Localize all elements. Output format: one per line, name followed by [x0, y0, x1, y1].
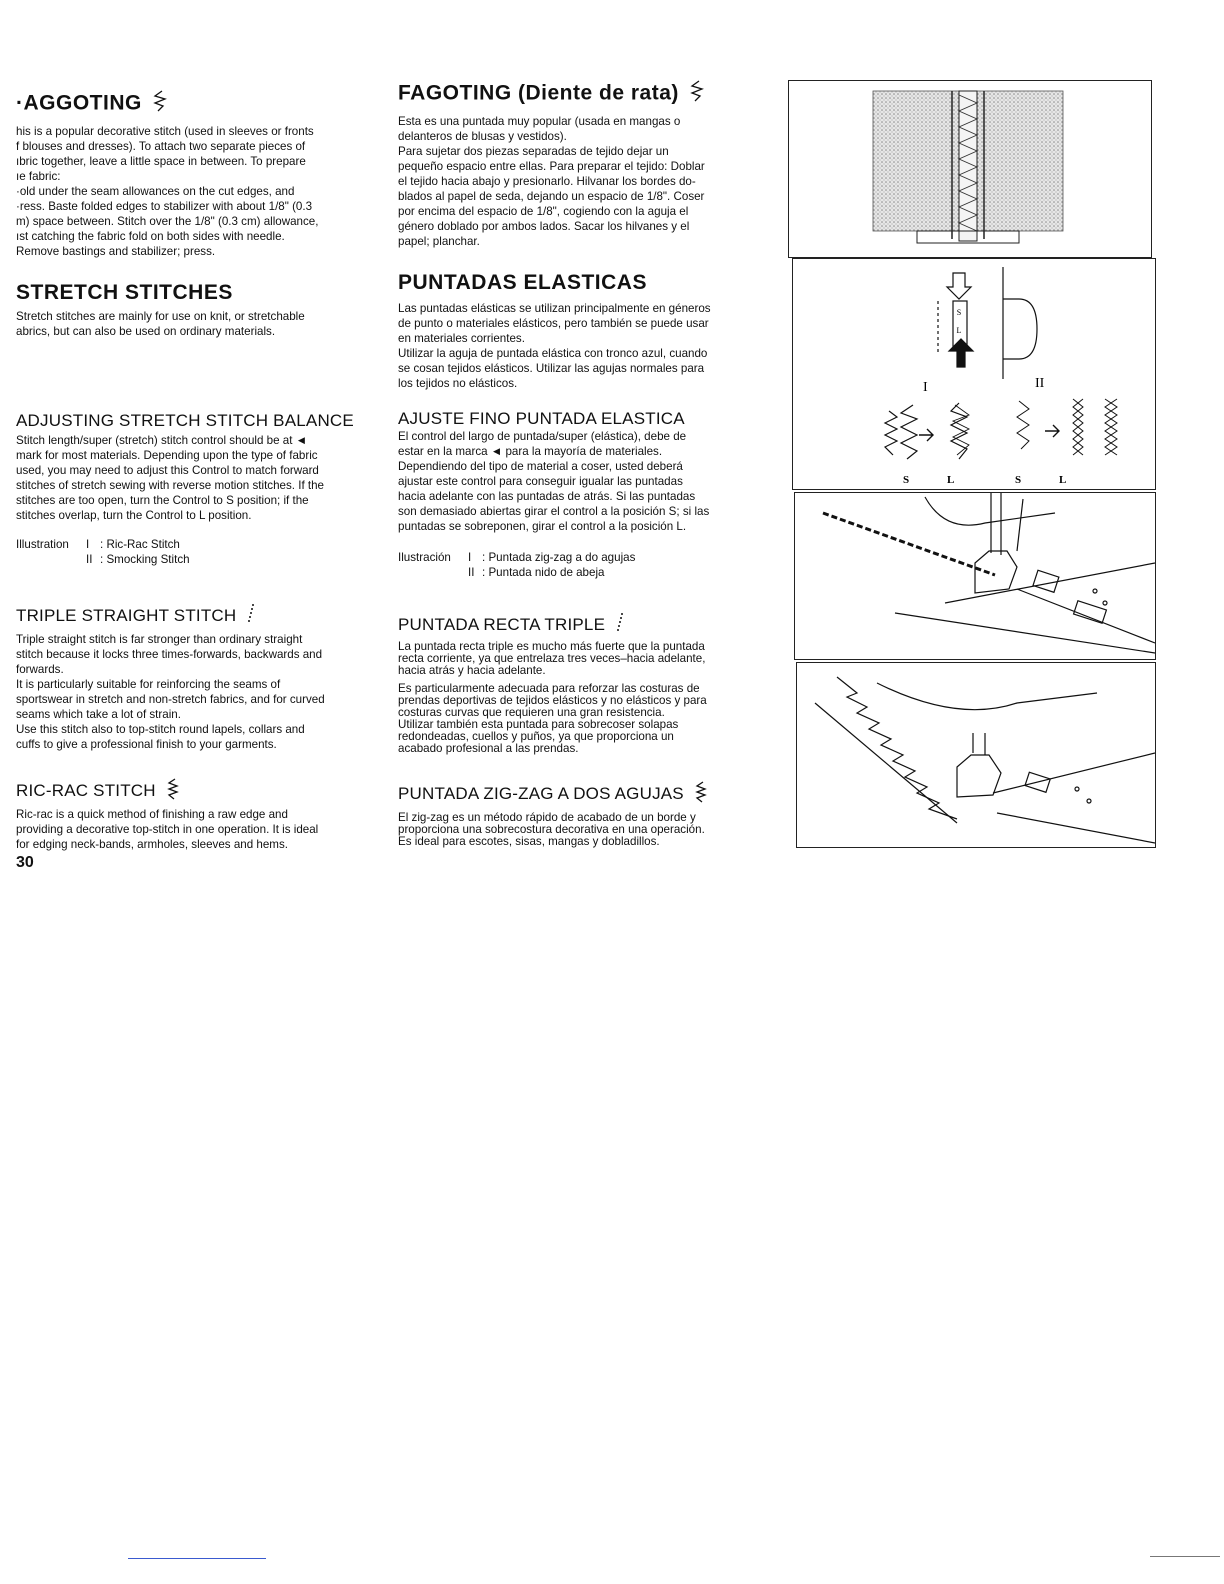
- text-line: El control del largo de puntada/super (elástica), debe de: [398, 430, 687, 443]
- text-line: son demasiado abiertas girar el control a la posición S; si las: [398, 505, 710, 518]
- text-line: ·ress. Baste folded edges to stabilizer with about 1/8" (0.3: [16, 200, 313, 213]
- text-line: Stretch stitches are mainly for use on knit, or stretchable: [16, 310, 305, 323]
- elasticas-title: PUNTADAS ELASTICAS: [398, 271, 647, 294]
- triple-title: TRIPLE STRAIGHT STITCH: [16, 605, 237, 625]
- balance-title: ADJUSTING STRETCH STITCH BALANCE: [16, 411, 354, 430]
- faggoting-body: [16, 124, 378, 259]
- text-line: his is a popular decorative stitch (used in sleeves or fronts: [16, 125, 314, 138]
- text-line: abrics, but can also be used on ordinary materials.: [16, 325, 276, 338]
- bottom-rule-right: [1150, 1556, 1220, 1557]
- text-line: por encima del espacio de 1/8", cogiendo con la aguja el: [398, 205, 689, 218]
- text-line: los tejidos no elásticos.: [398, 377, 518, 390]
- elasticas-section: [398, 271, 762, 391]
- text-line: Dependiendo del tipo de material a coser, usted deberá: [398, 460, 683, 473]
- fagoting-title: FAGOTING (Diente de rata): [398, 81, 679, 105]
- text-line: género doblado por ambos lados. Sacar los hilvanes y el: [398, 220, 690, 233]
- balance-adjust-figure: [792, 258, 1156, 490]
- ricrac-stitch-samples: [885, 403, 969, 459]
- text-line: forwards.: [16, 663, 64, 676]
- text-line: puntadas se sobreponen, girar el control a la posición L.: [398, 520, 687, 533]
- illustration-label: Ilustración: [398, 551, 451, 564]
- fagoting-section: [398, 80, 762, 249]
- text-line: delanteros de blusas y vestidos).: [398, 130, 567, 143]
- dial-s-label: S: [956, 308, 962, 317]
- legend-numeral: I: [86, 538, 90, 551]
- s-label-2: S: [1015, 474, 1022, 486]
- illustration-legend: [16, 537, 378, 567]
- text-line: el tejido hacia abajo y presionarlo. Hilvanar los bordes do-: [398, 175, 696, 188]
- ricrac-stitch-icon: [166, 778, 180, 805]
- text-line: Triple straight stitch is far stronger than ordinary straight: [16, 633, 303, 646]
- text-line: redondeadas, cuellos y puños, ya que proporciona un: [398, 730, 674, 743]
- text-line: Para sujetar dos piezas separadas de tejido dejar un: [398, 145, 669, 158]
- text-line: ·old under the seam allowances on the cut edges, and: [16, 185, 295, 198]
- text-line: estar en la marca ◄ para la mayoría de materiales.: [398, 445, 663, 458]
- recta-title: PUNTADA RECTA TRIPLE: [398, 614, 606, 634]
- s-label-1: S: [903, 474, 910, 486]
- faggoting-stitch-icon: [152, 90, 168, 118]
- text-line: Ric-rac is a quick method of finishing a raw edge and: [16, 808, 288, 821]
- text-line: papel; planchar.: [398, 235, 480, 248]
- text-line: sportswear in stretch and non-stretch fabrics, and for curved: [16, 693, 325, 706]
- ricrac-foot-illustration: [797, 663, 1155, 847]
- text-line: proporciona una sobrecostura decorativa en una operación.: [398, 823, 705, 836]
- stretch-section: [16, 281, 378, 339]
- bottom-rule-left: [128, 1558, 266, 1559]
- stitch-dial-icon: [938, 267, 1037, 379]
- legend-text: : Ric-Rac Stitch: [100, 538, 180, 551]
- text-line: acabado profesional a las prendas.: [398, 742, 579, 755]
- text-line: en materiales corrientes.: [398, 332, 525, 345]
- text-line: providing a decorative top-stitch in one operation. It is ideal: [16, 823, 319, 836]
- triple-stitch-icon: [615, 612, 625, 639]
- l-label-1: L: [947, 474, 955, 486]
- roman-2-label: II: [1035, 376, 1045, 391]
- text-line: costuras curvas que requieren una gran resistencia.: [398, 706, 665, 719]
- balance-section: [16, 411, 378, 567]
- text-line: It is particularly suitable for reinforcing the seams of: [16, 678, 281, 691]
- text-line: ıbric together, leave a little space in between. To prepare: [16, 155, 306, 168]
- text-line: Stitch length/super (stretch) stitch control should be at ◄: [16, 434, 308, 447]
- text-line: seams which take a lot of strain.: [16, 708, 181, 721]
- zigzag-section: [398, 781, 762, 848]
- text-line: blados al papel de seda, dejando un espacio de 1/8". Coser: [398, 190, 705, 203]
- faggoting-title: ·AGGOTING: [16, 91, 142, 115]
- machine-foot-illustration: [795, 493, 1155, 659]
- text-line: Utilizar la aguja de puntada elástica con tronco azul, cuando: [398, 347, 708, 360]
- spanish-column: [398, 80, 762, 848]
- ricrac-title: RIC-RAC STITCH: [16, 780, 156, 800]
- text-line: hacia adelante con las puntadas de atrás. Si las puntadas: [398, 490, 696, 503]
- text-line: ajustar este control para conseguir igualar las puntadas: [398, 475, 683, 488]
- ricrac-section: [16, 778, 378, 872]
- text-line: mark for most materials. Depending upon the type of fabric: [16, 449, 318, 462]
- faggoting-fabric-illustration: [789, 81, 1151, 257]
- text-line: ıst catching the fabric fold on both sides with needle.: [16, 230, 285, 243]
- text-line: stitches are too open, turn the Control to S position; if the: [16, 494, 309, 507]
- recta-section: [398, 612, 762, 755]
- text-line: stitches of stretch sewing with reverse motion stitches. If the: [16, 479, 325, 492]
- text-line: prendas deportivas de tejidos elásticos y no elásticos y para: [398, 694, 707, 707]
- text-line: used, you may need to adjust this Control to match forward: [16, 464, 319, 477]
- text-line: El zig-zag es un método rápido de acabado de un borde y: [398, 811, 696, 824]
- illustration-label: Illustration: [16, 538, 69, 551]
- stretch-title: STRETCH STITCHES: [16, 281, 233, 304]
- text-line: Es ideal para escotes, sisas, mangas y dobladillos.: [398, 835, 660, 848]
- text-line: Las puntadas elásticas se utilizan principalmente en géneros: [398, 302, 711, 315]
- text-line: f blouses and dresses). To attach two separate pieces of: [16, 140, 306, 153]
- text-line: de punto o materiales elásticos, pero también se puede usar: [398, 317, 709, 330]
- triple-stitch-machine-figure: [794, 492, 1156, 660]
- text-line: recta corriente, ya que entrelaza tres veces–hacia adelante,: [398, 652, 706, 665]
- ajuste-title: AJUSTE FINO PUNTADA ELASTICA: [398, 409, 685, 428]
- text-line: pequeño espacio entre ellas. Para preparar el tejido: Doblar: [398, 160, 705, 173]
- text-line: Utilizar también esta puntada para sobrecoser solapas: [398, 718, 679, 731]
- text-line: La puntada recta triple es mucho más fuerte que la puntada: [398, 640, 705, 653]
- text-line: Esta es una puntada muy popular (usada en mangas o: [398, 115, 681, 128]
- ricrac-stitch-icon: [694, 781, 708, 808]
- text-line: Remove bastings and stabilizer; press.: [16, 245, 216, 258]
- legend-numeral: II: [468, 566, 475, 579]
- ricrac-machine-figure: [796, 662, 1156, 848]
- dial-l-label: L: [956, 326, 962, 335]
- text-line: m) space between. Stitch over the 1/8" (0.3 cm) allowance,: [16, 215, 319, 228]
- ajuste-section: [398, 409, 762, 580]
- triple-section: [16, 603, 378, 752]
- legend-numeral: II: [86, 553, 93, 566]
- text-line: stitch because it locks three times-forwards, backwards and: [16, 648, 323, 661]
- faggoting-stitch-icon: [689, 80, 705, 108]
- english-column: [16, 90, 378, 872]
- illustration-legend: [398, 550, 762, 580]
- faggoting-fabric-figure: [788, 80, 1152, 258]
- faggoting-section: [16, 90, 378, 259]
- text-line: Es particularmente adecuada para reforzar las costuras de: [398, 682, 700, 695]
- smocking-stitch-samples: [1017, 399, 1117, 455]
- text-line: for edging neck-bands, armholes, sleeves and hems.: [16, 838, 288, 851]
- text-line: se cosan tejidos elásticos. Utilizar las agujas normales para: [398, 362, 705, 375]
- legend-text: : Smocking Stitch: [100, 553, 190, 566]
- text-line: stitches overlap, turn the Control to L position.: [16, 509, 252, 522]
- text-line: ıe fabric:: [16, 170, 61, 183]
- zigzag-title: PUNTADA ZIG-ZAG A DOS AGUJAS: [398, 783, 684, 803]
- balance-adjust-illustration: [793, 259, 1155, 489]
- roman-1-label: I: [923, 380, 928, 395]
- text-line: cuffs to give a professional finish to your garments.: [16, 738, 277, 751]
- legend-numeral: I: [468, 551, 472, 564]
- legend-text: : Puntada nido de abeja: [482, 566, 605, 579]
- legend-text: : Puntada zig-zag a do agujas: [482, 551, 636, 564]
- text-line: hacia atrás y hacia adelante.: [398, 664, 546, 677]
- l-label-2: L: [1059, 474, 1067, 486]
- triple-stitch-icon: [246, 603, 256, 630]
- text-line: Use this stitch also to top-stitch round lapels, collars and: [16, 723, 305, 736]
- page-number: 30: [16, 854, 34, 871]
